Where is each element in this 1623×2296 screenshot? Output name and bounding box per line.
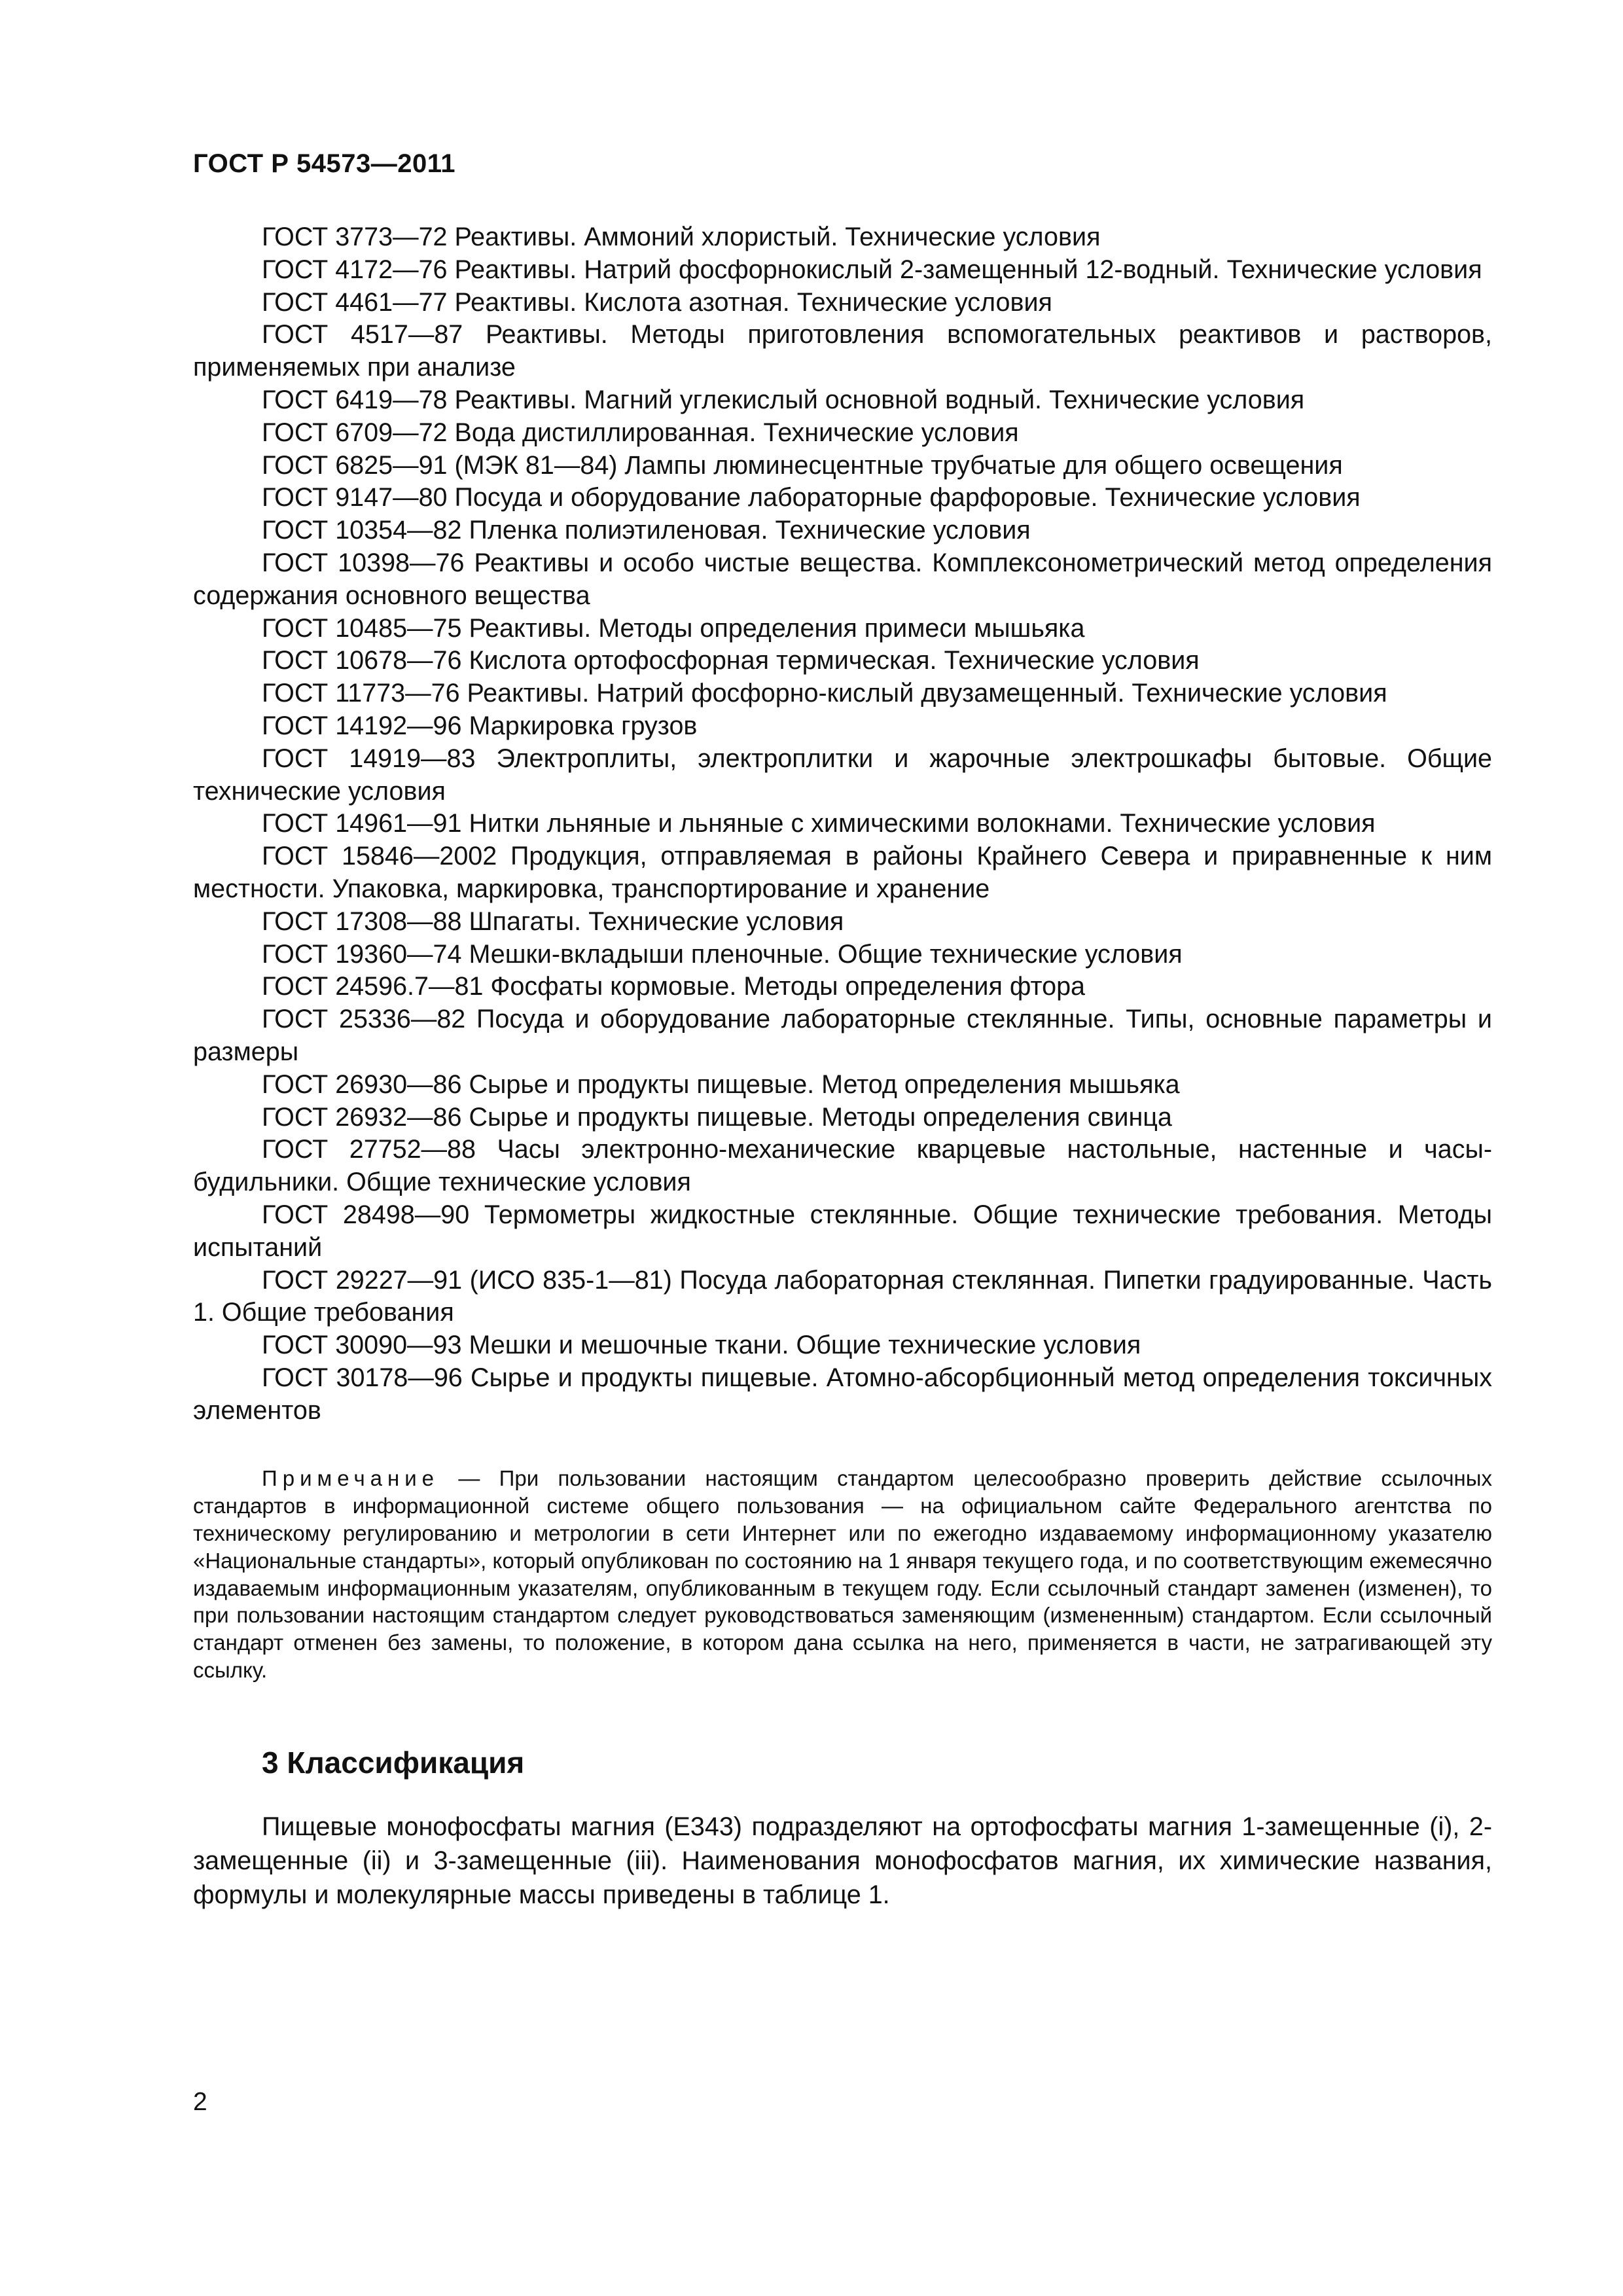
reference-item: ГОСТ 4461—77 Реактивы. Кислота азотная. Технические условия xyxy=(262,287,1052,317)
note-label: Примечание xyxy=(262,1466,440,1491)
reference-item: ГОСТ 9147—80 Посуда и оборудование лабораторные фарфоровые. Технические условия xyxy=(262,483,1361,512)
reference-item: ГОСТ 4517—87 Реактивы. Методы приготовления вспомогательных реактивов и растворов, применяемых при анализе xyxy=(193,320,1492,382)
reference-item: ГОСТ 3773—72 Реактивы. Аммоний хлористый. Технические условия xyxy=(262,223,1101,251)
reference-item: ГОСТ 6709—72 Вода дистиллированная. Технические условия xyxy=(262,418,1019,447)
reference-item: ГОСТ 30090—93 Мешки и мешочные ткани. Общие технические условия xyxy=(262,1331,1141,1360)
reference-item: ГОСТ 6825—91 (МЭК 81—84) Лампы люминесцентные трубчатые для общего освещения xyxy=(262,450,1343,480)
reference-item: ГОСТ 10398—76 Реактивы и особо чистые вещества. Комплексонометрический метод определения содержания основного вещества xyxy=(193,548,1492,610)
normative-references-list xyxy=(193,221,1492,1427)
document-body xyxy=(193,221,1492,1912)
section-3-heading: 3 Классификация xyxy=(262,1745,525,1780)
section-3-paragraph: Пищевые монофосфаты магния (Е343) подразделяют на ортофосфаты магния 1-замещенные (i), 2-замещенные (ii) и 3-замещенные (iii). Наименования монофосфатов магния, их химические названия, формулы и молекулярные массы приведены в таблице 1. xyxy=(193,1812,1492,1909)
reference-item: ГОСТ 11773—76 Реактивы. Натрий фосфорно-кислый двузамещенный. Технические условия xyxy=(262,679,1387,708)
reference-item: ГОСТ 10678—76 Кислота ортофосфорная термическая. Технические условия xyxy=(262,646,1200,675)
note-text: — При пользовании настоящим стандартом целесообразно проверить действие ссылочных стандартов в информационной системе общего пользования — на официальном сайте Федерального агентства по техническому регулированию и метрологии в сети Интернет или по ежегодно издаваемому информационному указателю «Национальные стандарты», который опубликован по состоянию на 1 января текущего года, и по соответствующим ежемесячно издаваемым информационным указателям, опубликованным в текущем году. Если ссылочный стандарт заменен (изменен), то при пользовании настоящим стандартом следует руководствоваться заменяющим (измененным) стандартом. Если ссылочный стандарт отменен без замены, то положение, в котором дана ссылка на него, применяется в части, не затрагивающей эту ссылку. xyxy=(193,1466,1492,1683)
reference-item: ГОСТ 4172—76 Реактивы. Натрий фосфорнокислый 2-замещенный 12-водный. Технические условия xyxy=(262,255,1482,284)
reference-item: ГОСТ 24596.7—81 Фосфаты кормовые. Методы определения фтора xyxy=(262,972,1086,1001)
document-header-id: ГОСТ Р 54573—2011 xyxy=(193,149,455,178)
reference-item: ГОСТ 10354—82 Пленка полиэтиленовая. Технические условия xyxy=(262,516,1031,545)
reference-item: ГОСТ 27752—88 Часы электронно-механические кварцевые настольные, настенные и часы-будильники. Общие технические условия xyxy=(193,1135,1492,1197)
reference-item: ГОСТ 15846—2002 Продукция, отправляемая в районы Крайнего Севера и приравненные к ним местности. Упаковка, маркировка, транспортирование и хранение xyxy=(193,842,1492,903)
reference-item: ГОСТ 14961—91 Нитки льняные и льняные с химическими волокнами. Технические условия xyxy=(262,809,1376,838)
reference-item: ГОСТ 26932—86 Сырье и продукты пищевые. Методы определения свинца xyxy=(262,1102,1172,1132)
reference-item: ГОСТ 14919—83 Электроплиты, электроплитки и жарочные электрошкафы бытовые. Общие технические условия xyxy=(193,744,1492,806)
reference-item: ГОСТ 10485—75 Реактивы. Методы определения примеси мышьяка xyxy=(262,613,1085,643)
page-number: 2 xyxy=(193,2088,207,2116)
reference-item: ГОСТ 25336—82 Посуда и оборудование лабораторные стеклянные. Типы, основные параметры и размеры xyxy=(193,1005,1492,1066)
reference-item: ГОСТ 19360—74 Мешки-вкладыши пленочные. Общие технические условия xyxy=(262,939,1183,969)
note-paragraph xyxy=(193,1465,1492,1683)
reference-item: ГОСТ 30178—96 Сырье и продукты пищевые. Атомно-абсорбционный метод определения токсичных элементов xyxy=(193,1363,1492,1425)
reference-item: ГОСТ 28498—90 Термометры жидкостные стеклянные. Общие технические требования. Методы испытаний xyxy=(193,1200,1492,1262)
reference-item: ГОСТ 14192—96 Маркировка грузов xyxy=(262,711,698,740)
reference-item: ГОСТ 29227—91 (ИСО 835-1—81) Посуда лабораторная стеклянная. Пипетки градуированные. Часть 1. Общие требования xyxy=(193,1265,1492,1327)
reference-item: ГОСТ 17308—88 Шпагаты. Технические условия xyxy=(262,906,844,936)
reference-item: ГОСТ 26930—86 Сырье и продукты пищевые. Метод определения мышьяка xyxy=(262,1069,1180,1099)
reference-item: ГОСТ 6419—78 Реактивы. Магний углекислый основной водный. Технические условия xyxy=(262,385,1305,414)
